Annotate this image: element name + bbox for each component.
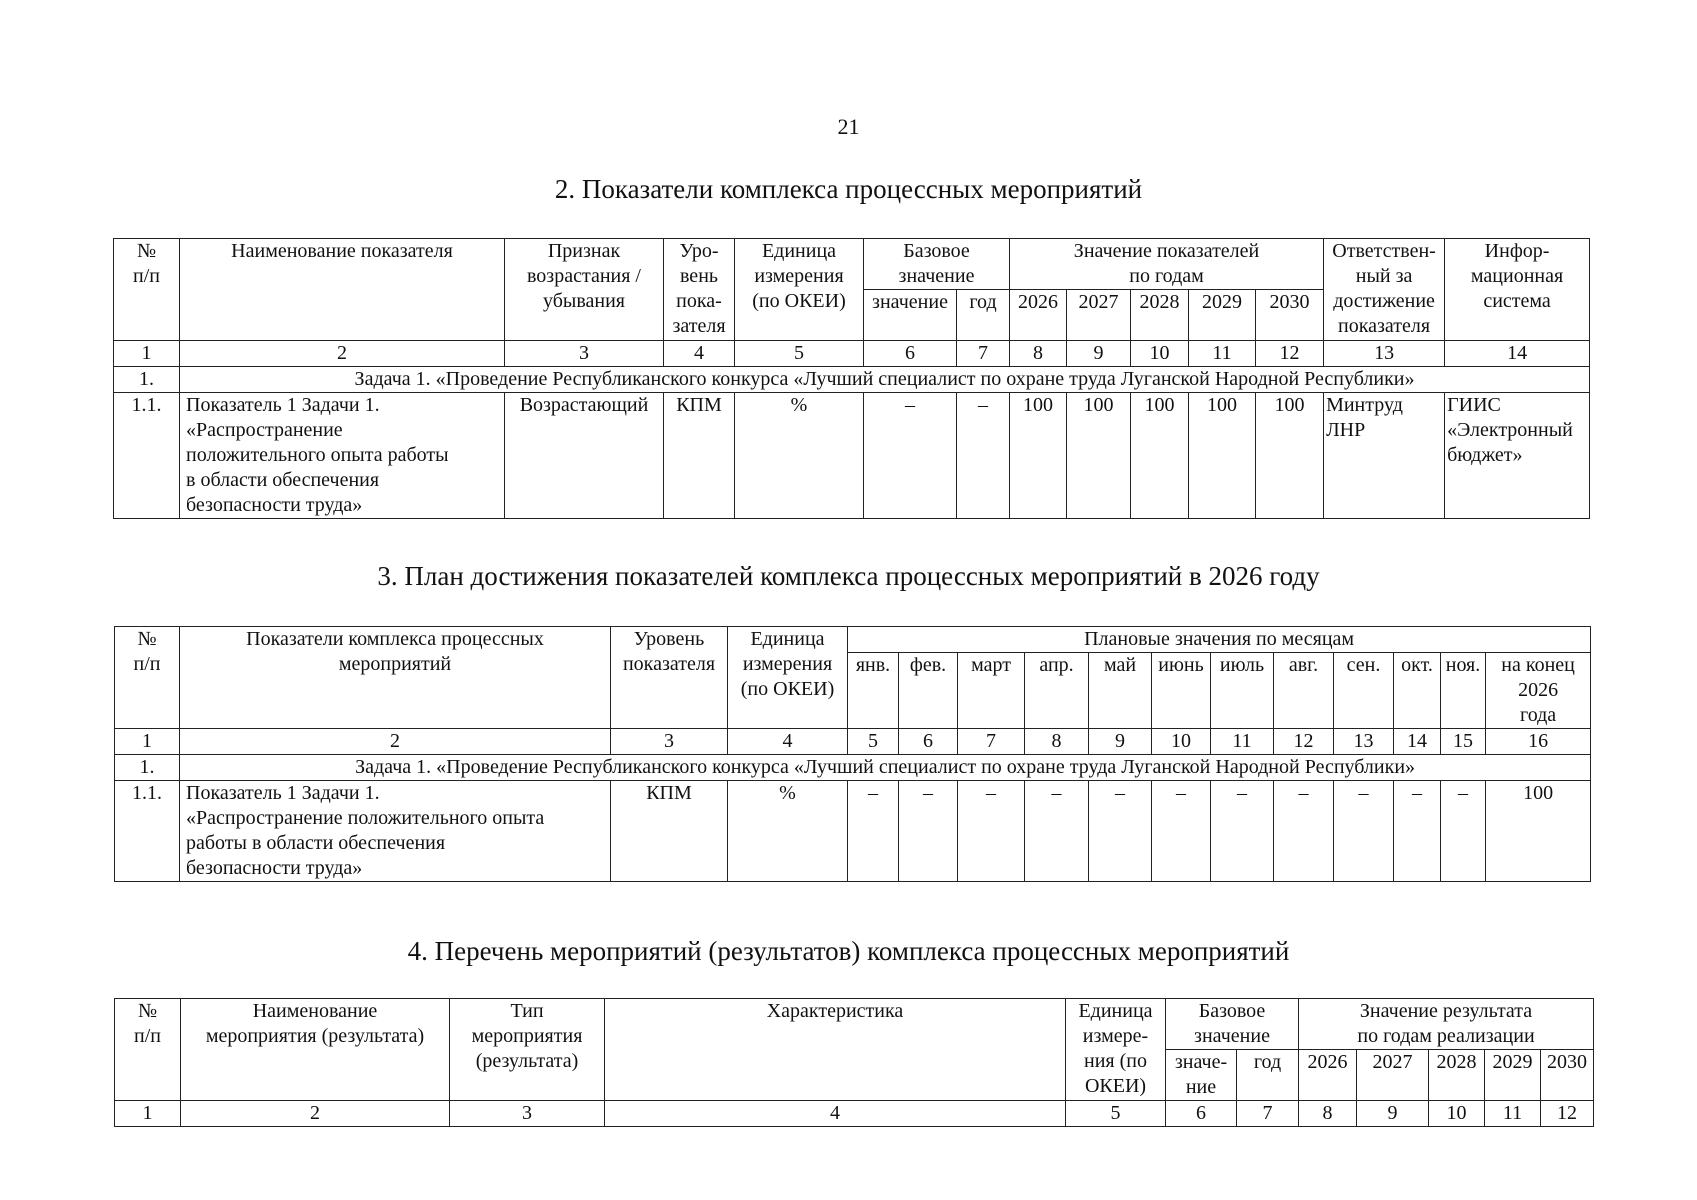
column-index: 11	[1485, 1101, 1541, 1127]
header-unit: Единица измерения (по ОКЕИ)	[728, 627, 848, 729]
year-value: 100	[1256, 393, 1324, 519]
section-2-title: 2. Показатели комплекса процессных мероприятий	[554, 174, 1143, 204]
column-index: 12	[1541, 1101, 1594, 1127]
column-index: 5	[735, 341, 864, 367]
month-value: –	[1211, 781, 1274, 882]
info-system: ГИИС «Электронный бюджет»	[1445, 393, 1590, 519]
header-months: Плановые значения по месяцам	[848, 627, 1591, 653]
header-values: Значение результата по годам реализации	[1299, 999, 1594, 1050]
header-base-year: год	[957, 290, 1010, 341]
column-index: 4	[664, 341, 735, 367]
column-index: 6	[864, 341, 957, 367]
column-index: 1	[115, 1101, 181, 1127]
month-value: –	[1441, 781, 1486, 882]
header-year: 2028	[1429, 1050, 1485, 1101]
column-index: 10	[1131, 341, 1189, 367]
page-number: 21	[837, 114, 860, 139]
header-month: июнь	[1152, 653, 1211, 729]
month-value: –	[1274, 781, 1334, 882]
column-index: 14	[1445, 341, 1590, 367]
header-month: фев.	[899, 653, 958, 729]
header-year-end: на конец 2026 года	[1486, 653, 1591, 729]
header-responsible: Ответствен- ный за достижение показателя	[1324, 239, 1445, 341]
header-base-year: год	[1237, 1050, 1299, 1101]
month-value: –	[1152, 781, 1211, 882]
header-month: май	[1089, 653, 1152, 729]
base-year: –	[957, 393, 1010, 519]
header-unit: Единица измерения (по ОКЕИ)	[735, 239, 864, 341]
header-month: сен.	[1334, 653, 1394, 729]
task-title: Задача 1. «Проведение Республиканского конкурса «Лучший специалист по охране труда Луганской Народной Республики»	[180, 755, 1591, 781]
column-index: 11	[1189, 341, 1256, 367]
header-values: Значение показателей по годам	[1010, 239, 1324, 290]
column-index: 11	[1211, 729, 1274, 755]
month-value: –	[1334, 781, 1394, 882]
column-index: 7	[1237, 1101, 1299, 1127]
month-value: –	[958, 781, 1025, 882]
column-index: 6	[1166, 1101, 1237, 1127]
header-name: Наименование мероприятия (результата)	[181, 999, 450, 1101]
header-name: Наименование показателя	[180, 239, 505, 341]
column-index: 2	[180, 729, 611, 755]
table-header-row	[115, 627, 1591, 653]
month-value: –	[848, 781, 899, 882]
column-index: 9	[1089, 729, 1152, 755]
header-year: 2029	[1485, 1050, 1541, 1101]
column-index: 4	[728, 729, 848, 755]
indicators-table	[113, 238, 1590, 519]
column-index: 15	[1441, 729, 1486, 755]
header-base: Базовое значение	[864, 239, 1010, 290]
header-info-system: Инфор- мационная система	[1445, 239, 1590, 341]
column-index: 2	[181, 1101, 450, 1127]
column-index: 8	[1010, 341, 1067, 367]
column-index: 3	[611, 729, 728, 755]
header-level: Уро- вень пока- зателя	[664, 239, 735, 341]
table-row	[115, 781, 1591, 882]
column-index: 8	[1025, 729, 1089, 755]
row-num: 1.1.	[114, 393, 180, 519]
month-value: –	[1089, 781, 1152, 882]
plan-table	[114, 626, 1591, 882]
column-index: 12	[1274, 729, 1334, 755]
header-base-value: значение	[864, 290, 957, 341]
header-unit: Единица измере- ния (по ОКЕИ)	[1066, 999, 1166, 1101]
header-month: янв.	[848, 653, 899, 729]
column-index: 12	[1256, 341, 1324, 367]
base-value: –	[864, 393, 957, 519]
header-num: № п/п	[115, 627, 180, 729]
column-index: 4	[605, 1101, 1066, 1127]
year-value: 100	[1010, 393, 1067, 519]
column-index: 5	[1066, 1101, 1166, 1127]
column-index: 1	[115, 729, 180, 755]
header-level: Уровень показателя	[611, 627, 728, 729]
column-index: 7	[958, 729, 1025, 755]
header-type: Тип мероприятия (результата)	[450, 999, 605, 1101]
header-year: 2027	[1357, 1050, 1429, 1101]
column-index: 14	[1394, 729, 1441, 755]
column-index: 13	[1324, 341, 1445, 367]
table-row	[114, 393, 1590, 519]
header-base: Базовое значение	[1166, 999, 1299, 1050]
column-index: 9	[1357, 1101, 1429, 1127]
column-index: 3	[505, 341, 664, 367]
table-header-row	[114, 239, 1590, 290]
responsible: Минтруд ЛНР	[1324, 393, 1445, 519]
header-year: 2030	[1541, 1050, 1594, 1101]
header-month: март	[958, 653, 1025, 729]
month-value: –	[1025, 781, 1089, 882]
header-year: 2027	[1067, 290, 1131, 341]
column-index: 10	[1152, 729, 1211, 755]
header-name: Показатели комплекса процессных мероприятий	[180, 627, 611, 729]
column-index-row	[114, 341, 1590, 367]
indicator-unit: %	[728, 781, 848, 882]
year-value: 100	[1189, 393, 1256, 519]
column-index: 1	[114, 341, 180, 367]
table-header-row	[115, 999, 1594, 1050]
header-month: авг.	[1274, 653, 1334, 729]
indicator-name: Показатель 1 Задачи 1. «Распространение положительного опыта работы в области обеспечения безопасности труда»	[180, 393, 505, 519]
indicator-unit: %	[735, 393, 864, 519]
indicator-level: КПМ	[611, 781, 728, 882]
header-num: № п/п	[115, 999, 181, 1101]
header-year: 2028	[1131, 290, 1189, 341]
header-month: июль	[1211, 653, 1274, 729]
header-num: № п/п	[114, 239, 180, 341]
month-value: –	[1394, 781, 1441, 882]
column-index: 6	[899, 729, 958, 755]
row-num: 1.1.	[115, 781, 180, 882]
column-index: 16	[1486, 729, 1591, 755]
column-index: 8	[1299, 1101, 1357, 1127]
header-month: апр.	[1025, 653, 1089, 729]
header-month: окт.	[1394, 653, 1441, 729]
header-year: 2026	[1299, 1050, 1357, 1101]
header-month: ноя.	[1441, 653, 1486, 729]
column-index: 2	[180, 341, 505, 367]
header-year: 2026	[1010, 290, 1067, 341]
section-4-title: 4. Перечень мероприятий (результатов) комплекса процессных мероприятий	[407, 936, 1290, 966]
year-value: 100	[1131, 393, 1189, 519]
indicator-name: Показатель 1 Задачи 1. «Распространение положительного опыта работы в области обеспечения безопасности труда»	[180, 781, 611, 882]
header-year: 2029	[1189, 290, 1256, 341]
indicator-sign: Возрастающий	[505, 393, 664, 519]
indicator-level: КПМ	[664, 393, 735, 519]
column-index: 7	[957, 341, 1010, 367]
task-row	[114, 367, 1590, 393]
column-index: 10	[1429, 1101, 1485, 1127]
year-end-value: 100	[1486, 781, 1591, 882]
column-index: 5	[848, 729, 899, 755]
task-num: 1.	[115, 755, 180, 781]
task-num: 1.	[114, 367, 180, 393]
month-value: –	[899, 781, 958, 882]
header-year: 2030	[1256, 290, 1324, 341]
column-index: 9	[1067, 341, 1131, 367]
column-index-row	[115, 729, 1591, 755]
header-sign: Признак возрастания / убывания	[505, 239, 664, 341]
year-value: 100	[1067, 393, 1131, 519]
section-3-title: 3. План достижения показателей комплекса процессных мероприятий в 2026 году	[377, 561, 1320, 591]
task-title: Задача 1. «Проведение Республиканского конкурса «Лучший специалист по охране труда Луганской Народной Республики»	[180, 367, 1590, 393]
header-base-value: значе- ние	[1166, 1050, 1237, 1101]
header-characteristic: Характеристика	[605, 999, 1066, 1101]
column-index-row	[115, 1101, 1594, 1127]
column-index: 3	[450, 1101, 605, 1127]
task-row	[115, 755, 1591, 781]
activities-table	[114, 998, 1594, 1127]
column-index: 13	[1334, 729, 1394, 755]
